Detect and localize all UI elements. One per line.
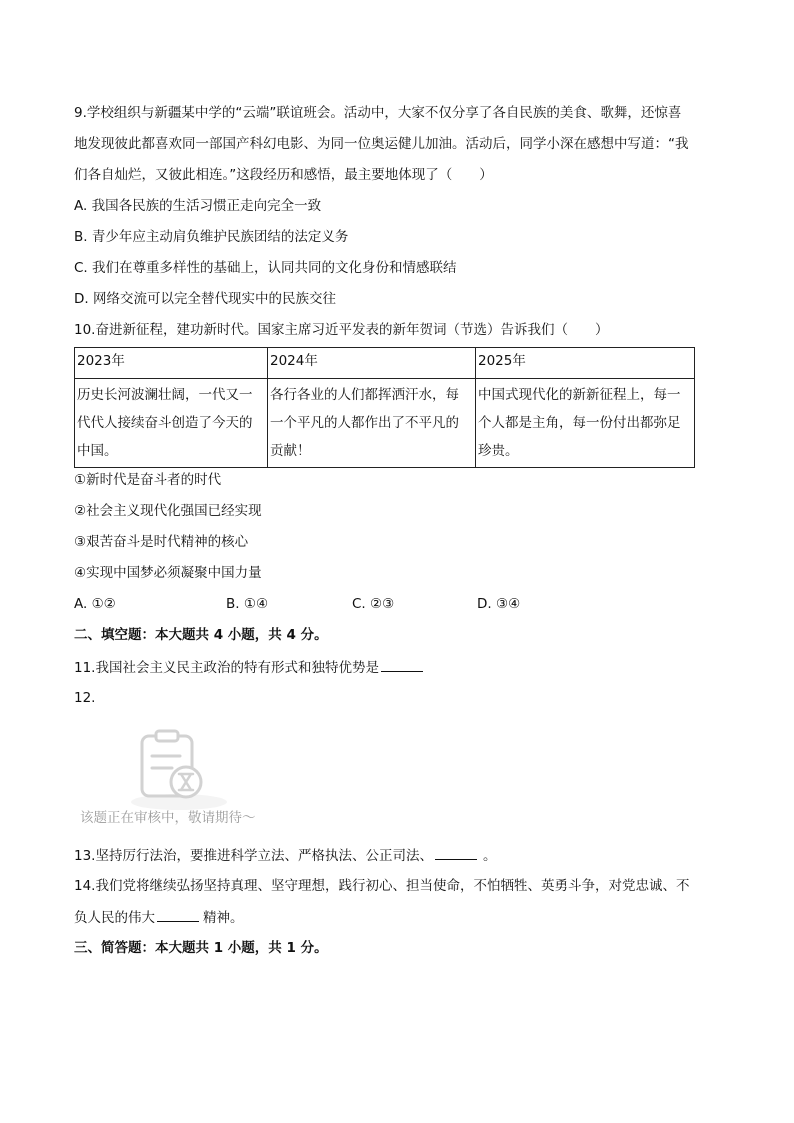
hourglass-icon: [171, 767, 201, 797]
cell-line: 代代人接续奋斗创造了今天的: [77, 415, 253, 431]
q10-option-c: C. ②③: [352, 596, 395, 612]
q13-stem: [74, 845, 496, 866]
under-review-notice: 该题正在审核中，敬请期待～: [80, 810, 256, 826]
q10-option-a: A. ①②: [74, 596, 116, 612]
new-year-greeting-table: [74, 347, 695, 468]
q9-option-c: C. 我们在尊重多样性的基础上，认同共同的文化身份和情感联结: [74, 260, 457, 276]
q10-statement-3: ③艰苦奋斗是时代精神的核心: [74, 534, 249, 550]
q9-option-a: A. 我国各民族的生活习惯正走向完全一致: [74, 198, 322, 214]
q9-stem-line-3: 们各自灿烂，又彼此相连。”这段经历和感悟，最主要地体现了（ ）: [74, 167, 493, 183]
q10-option-b: B. ①④: [226, 596, 269, 612]
q9-stem-line-2: 地发现彼此都喜欢同一部国产科幻电影、为同一位奥运健儿加油。活动后，同学小深在感想中写道：“我: [74, 136, 689, 152]
answer-blank: [381, 657, 423, 672]
table-header-cell: 2024年: [268, 348, 476, 379]
q9-stem-line-1: 9.学校组织与新疆某中学的“云端”联谊班会。活动中，大家不仅分享了各自民族的美食、歌舞，还惊喜: [74, 105, 682, 121]
cell-line: 个人都是主角，每一份付出都弥足: [478, 415, 681, 431]
answer-blank: [435, 845, 477, 860]
q10-option-d: D. ③④: [477, 596, 521, 612]
cell-line: 珍贵。: [478, 443, 519, 459]
q14-stem-line-2: [74, 907, 244, 928]
cell-line: 中国式现代化的新新征程上，每一: [478, 387, 681, 403]
table-row: [75, 379, 695, 468]
q13-text: 13.坚持厉行法治，要推进科学立法、严格执法、公正司法、: [74, 848, 433, 864]
q14-suffix: 精神。: [203, 910, 244, 926]
table-cell: [268, 379, 476, 468]
answer-blank: [157, 907, 199, 922]
q10-statement-1: ①新时代是奋斗者的时代: [74, 472, 222, 488]
cell-line: 中国。: [77, 443, 118, 459]
cell-line: 各行各业的人们都挥洒汗水，每: [270, 387, 459, 403]
section-2-title: 二、填空题：本大题共 4 小题，共 4 分。: [74, 627, 328, 643]
cell-line: 贡献！: [270, 443, 311, 459]
table-header-row: [75, 348, 695, 379]
table-header-cell: 2023年: [75, 348, 268, 379]
cell-line: 一个平凡的人都作出了不平凡的: [270, 415, 459, 431]
q11-stem: [74, 657, 423, 678]
q13-suffix: 。: [482, 848, 497, 864]
q10-stem: 10.奋进新征程，建功新时代。国家主席习近平发表的新年贺词（节选）告诉我们（ ）: [74, 322, 609, 338]
q11-text: 11.我国社会主义民主政治的特有形式和独特优势是: [74, 660, 379, 676]
q9-option-b: B. 青少年应主动肩负维护民族团结的法定义务: [74, 229, 349, 245]
q14-text: 负人民的伟大: [74, 910, 155, 926]
q10-statement-2: ②社会主义现代化强国已经实现: [74, 503, 262, 519]
table-header-cell: 2025年: [476, 348, 695, 379]
q14-stem-line-1: 14.我们党将继续弘扬坚持真理、坚守理想，践行初心、担当使命，不怕牺牲、英勇斗争，对党忠诚、不: [74, 878, 690, 894]
q10-statement-4: ④实现中国梦必须凝聚中国力量: [74, 565, 262, 581]
table-cell: [75, 379, 268, 468]
q10-options: [74, 594, 520, 614]
table-cell: [476, 379, 695, 468]
q12-number: 12.: [74, 690, 96, 706]
section-3-title: 三、简答题：本大题共 1 小题，共 1 分。: [74, 940, 328, 956]
cell-line: 历史长河波澜壮阔，一代又一: [77, 387, 253, 403]
q9-option-d: D. 网络交流可以完全替代现实中的民族交往: [74, 291, 336, 307]
